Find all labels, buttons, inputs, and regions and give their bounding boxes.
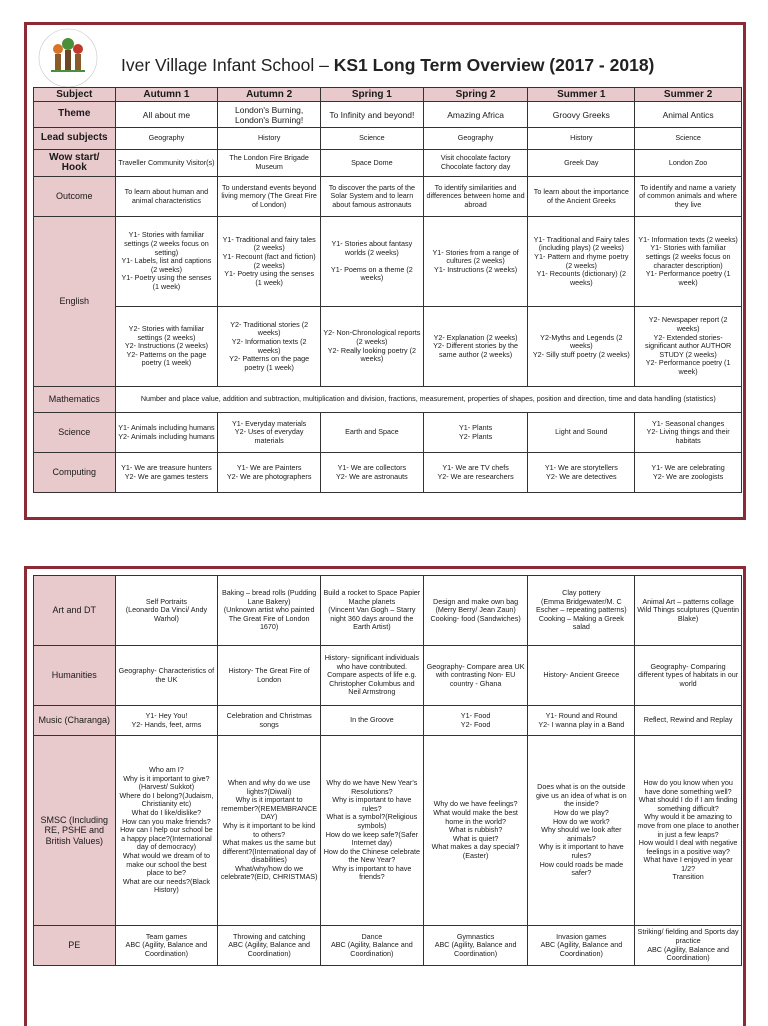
science-row bbox=[34, 413, 742, 453]
outcome-cell: To learn about human and animal characteristics bbox=[115, 177, 218, 217]
wow-cell: Traveller Community Visitor(s) bbox=[115, 150, 218, 177]
theme-cell: All about me bbox=[115, 102, 218, 128]
computing-cell: Y1- We are Painters Y2- We are photographers bbox=[218, 453, 321, 493]
computing-cell: Y1- We are TV chefs Y2- We are researchers bbox=[423, 453, 528, 493]
overview-table-page1 bbox=[33, 87, 742, 493]
outcome-cell: To discover the parts of the Solar System and to learn about famous astronauts bbox=[321, 177, 424, 217]
music-cell: Y1- Round and Round Y2- I wanna play in a Band bbox=[528, 706, 635, 736]
outcome-cell: To identify similarities and differences between home and abroad bbox=[423, 177, 528, 217]
col-summer-1: Summer 1 bbox=[528, 88, 635, 102]
pe-cell: Throwing and catching ABC (Agility, Balance and Coordination) bbox=[218, 926, 321, 966]
music-cell: In the Groove bbox=[321, 706, 424, 736]
lead-cell: Geography bbox=[115, 128, 218, 150]
header-row bbox=[34, 88, 742, 102]
school-name: Iver Village Infant School – bbox=[121, 55, 334, 75]
school-logo bbox=[37, 27, 99, 89]
col-summer-2: Summer 2 bbox=[635, 88, 742, 102]
lead-cell: Science bbox=[635, 128, 742, 150]
humanities-cell: Geography- Compare area UK with contrasting Non- EU country - Ghana bbox=[423, 646, 528, 706]
smsc-cell: Why do we have feelings? What would make the best home in the world? What is rubbish? What is quiet? What makes a day special?(Easter) bbox=[423, 736, 528, 926]
english-y2-row bbox=[34, 307, 742, 387]
art-dt-row bbox=[34, 576, 742, 646]
pe-cell: Invasion games ABC (Agility, Balance and Coordination) bbox=[528, 926, 635, 966]
lead-subjects-row bbox=[34, 128, 742, 150]
english-y2-cell: Y2- Explanation (2 weeks) Y2- Different stories by the same author (2 weeks) bbox=[423, 307, 528, 387]
humanities-cell: History- The Great Fire of London bbox=[218, 646, 321, 706]
english-y2-cell: Y2- Stories with familiar settings (2 weeks) Y2- Instructions (2 weeks) Y2- Patterns on the page poetry (1 week) bbox=[115, 307, 218, 387]
science-cell: Y1- Seasonal changes Y2- Living things and their habitats bbox=[635, 413, 742, 453]
computing-label: Computing bbox=[34, 453, 116, 493]
humanities-cell: History- Ancient Greece bbox=[528, 646, 635, 706]
outcome-label: Outcome bbox=[34, 177, 116, 217]
theme-cell: Amazing Africa bbox=[423, 102, 528, 128]
mathematics-row bbox=[34, 387, 742, 413]
art-dt-cell: Self Portraits (Leonardo Da Vinci/ Andy Warhol) bbox=[115, 576, 218, 646]
english-y1-cell: Y1- Stories about fantasy worlds (2 weeks) Y1- Poems on a theme (2 weeks) bbox=[321, 217, 424, 307]
science-cell: Y1- Animals including humans Y2- Animals including humans bbox=[115, 413, 218, 453]
col-autumn-1: Autumn 1 bbox=[115, 88, 218, 102]
theme-label: Theme bbox=[34, 102, 116, 128]
humanities-label: Humanities bbox=[34, 646, 116, 706]
outcome-cell: To learn about the importance of the Ancient Greeks bbox=[528, 177, 635, 217]
art-dt-cell: Build a rocket to Space Papier Mache planets (Vincent Van Gogh – Starry night 360 days around the Earth Artist) bbox=[321, 576, 424, 646]
outcome-row bbox=[34, 177, 742, 217]
humanities-cell: Geography- Characteristics of the UK bbox=[115, 646, 218, 706]
music-cell: Celebration and Christmas songs bbox=[218, 706, 321, 736]
science-cell: Light and Sound bbox=[528, 413, 635, 453]
col-autumn-2: Autumn 2 bbox=[218, 88, 321, 102]
english-y2-cell: Y2- Newspaper report (2 weeks) Y2- Extended stories- significant author AUTHOR STUDY (2 weeks) Y2- Performance poetry (1 week) bbox=[635, 307, 742, 387]
lead-cell: History bbox=[218, 128, 321, 150]
english-y1-cell: Y1- Traditional and Fairy tales (including plays) (2 weeks) Y1- Pattern and rhyme poetry (2 weeks) Y1- Recounts (dictionary) (2 weeks) bbox=[528, 217, 635, 307]
humanities-row bbox=[34, 646, 742, 706]
pe-cell: Striking/ fielding and Sports day practice ABC (Agility, Balance and Coordination) bbox=[635, 926, 742, 966]
wow-cell: London Zoo bbox=[635, 150, 742, 177]
smsc-cell: How do you know when you have done something well? What should I do if I am finding something difficult? Why would it be amazing to move from one place to another in just a few leaps? How would I deal with negative feelings in a positive way? What have I enjoyed in year 1/2? Transition bbox=[635, 736, 742, 926]
overview-table-page2 bbox=[33, 575, 742, 966]
humanities-cell: Geography- Comparing different types of habitats in our world bbox=[635, 646, 742, 706]
music-row bbox=[34, 706, 742, 736]
science-label: Science bbox=[34, 413, 116, 453]
english-y1-cell: Y1- Stories from a range of cultures (2 weeks) Y1- Instructions (2 weeks) bbox=[423, 217, 528, 307]
music-cell: Y1- Hey You! Y2- Hands, feet, arms bbox=[115, 706, 218, 736]
computing-row bbox=[34, 453, 742, 493]
theme-row bbox=[34, 102, 742, 128]
english-y2-cell: Y2-Myths and Legends (2 weeks) Y2- Silly stuff poetry (2 weeks) bbox=[528, 307, 635, 387]
smsc-cell: Does what is on the outside give us an idea of what is on the inside? How do we play? How do we work? Why should we look after animals? Why is it important to have rules? How could roads be made safer? bbox=[528, 736, 635, 926]
english-y2-cell: Y2- Traditional stories (2 weeks) Y2- Information texts (2 weeks) Y2- Patterns on the page poetry (1 week) bbox=[218, 307, 321, 387]
music-label: Music (Charanga) bbox=[34, 706, 116, 736]
theme-cell: To Infinity and beyond! bbox=[321, 102, 424, 128]
english-y1-cell: Y1- Traditional and fairy tales (2 weeks) Y1- Recount (fact and fiction) (2 weeks) Y1- Poetry using the senses (1 week) bbox=[218, 217, 321, 307]
document-header bbox=[27, 25, 743, 91]
art-dt-cell: Animal Art – patterns collage Wild Things sculptures (Quentin Blake) bbox=[635, 576, 742, 646]
document-title bbox=[121, 55, 654, 76]
overview-title: KS1 Long Term Overview (2017 - 2018) bbox=[333, 55, 655, 75]
theme-cell: London's Burning, London's Burning! bbox=[218, 102, 321, 128]
science-cell: Earth and Space bbox=[321, 413, 424, 453]
lead-cell: History bbox=[528, 128, 635, 150]
pe-cell: Gymnastics ABC (Agility, Balance and Coordination) bbox=[423, 926, 528, 966]
science-cell: Y1- Plants Y2- Plants bbox=[423, 413, 528, 453]
english-y1-row bbox=[34, 217, 742, 307]
theme-cell: Groovy Greeks bbox=[528, 102, 635, 128]
music-cell: Y1- Food Y2- Food bbox=[423, 706, 528, 736]
col-spring-1: Spring 1 bbox=[321, 88, 424, 102]
smsc-row bbox=[34, 736, 742, 926]
science-cell: Y1- Everyday materials Y2- Uses of everyday materials bbox=[218, 413, 321, 453]
outcome-cell: To understand events beyond living memory (The Great Fire of London) bbox=[218, 177, 321, 217]
lead-subjects-label: Lead subjects bbox=[34, 128, 116, 150]
english-y2-cell: Y2- Non-Chronological reports (2 weeks) Y2- Really looking poetry (2 weeks) bbox=[321, 307, 424, 387]
english-y1-cell: Y1- Information texts (2 weeks) Y1- Stories with familiar settings (2 weeks focus on character description) Y1- Performance poetry (1 week) bbox=[635, 217, 742, 307]
col-spring-2: Spring 2 bbox=[423, 88, 528, 102]
pe-cell: Dance ABC (Agility, Balance and Coordination) bbox=[321, 926, 424, 966]
art-dt-cell: Design and make own bag (Merry Berry/ Jean Zaun) Cooking- food (Sandwiches) bbox=[423, 576, 528, 646]
smsc-cell: When and why do we use lights?(Diwali) Why is it important to remember?(REMEMBRANCE DAY) Why is it important to be kind to others? What makes us the same but different?(International day of disabilities) What/why/how do we celebrate?(EID, CHRISTMAS) bbox=[218, 736, 321, 926]
wow-start-row bbox=[34, 150, 742, 177]
humanities-cell: History- significant individuals who have contributed. Compare aspects of life e.g. Christopher Columbus and Neil Armstrong bbox=[321, 646, 424, 706]
computing-cell: Y1- We are celebrating Y2- We are zoologists bbox=[635, 453, 742, 493]
smsc-label: SMSC (Including RE, PSHE and British Values) bbox=[34, 736, 116, 926]
art-dt-cell: Baking – bread rolls (Pudding Lane Bakery) (Unknown artist who painted The Great Fire of London 1670) bbox=[218, 576, 321, 646]
pe-label: PE bbox=[34, 926, 116, 966]
wow-cell: Space Dome bbox=[321, 150, 424, 177]
lead-cell: Science bbox=[321, 128, 424, 150]
art-dt-cell: Clay pottery (Emma Bridgewater/M. C Escher – repeating patterns) Cooking – Making a Greek salad bbox=[528, 576, 635, 646]
computing-cell: Y1- We are treasure hunters Y2- We are games testers bbox=[115, 453, 218, 493]
wow-start-label: Wow start/ Hook bbox=[34, 150, 116, 177]
music-cell: Reflect, Rewind and Replay bbox=[635, 706, 742, 736]
wow-cell: Greek Day bbox=[528, 150, 635, 177]
lead-cell: Geography bbox=[423, 128, 528, 150]
english-y1-cell: Y1- Stories with familiar settings (2 weeks focus on setting) Y1- Labels, list and captions (2 weeks) Y1- Poetry using the senses (1 week) bbox=[115, 217, 218, 307]
theme-cell: Animal Antics bbox=[635, 102, 742, 128]
mathematics-cell: Number and place value, addition and subtraction, multiplication and division, fractions, measurement, properties of shapes, position and direction, time and data handling (statistics) bbox=[115, 387, 741, 413]
smsc-cell: Who am I? Why is it important to give?(Harvest/ Sukkot) Where do I belong?(Judaism, Christianity etc) What do I like/dislike? How can you make friends? How can I help our school be a happy place?(International day of democracy) What would we dream of to make our school the best place to be? What are our needs?(Black History) bbox=[115, 736, 218, 926]
mathematics-label: Mathematics bbox=[34, 387, 116, 413]
art-dt-label: Art and DT bbox=[34, 576, 116, 646]
wow-cell: Visit chocolate factory Chocolate factory day bbox=[423, 150, 528, 177]
smsc-cell: Why do we have New Year's Resolutions? Why is important to have rules? What is a symbol?(Religious symbols) How do we keep safe?(Safer Internet day) How do the Chinese celebrate the New Year? Why is important to have friends? bbox=[321, 736, 424, 926]
pe-row bbox=[34, 926, 742, 966]
col-subject: Subject bbox=[34, 88, 116, 102]
computing-cell: Y1- We are collectors Y2- We are astronauts bbox=[321, 453, 424, 493]
overview-page-2 bbox=[24, 566, 746, 1026]
pe-cell: Team games ABC (Agility, Balance and Coordination) bbox=[115, 926, 218, 966]
english-label: English bbox=[34, 217, 116, 387]
overview-page-1 bbox=[24, 22, 746, 520]
computing-cell: Y1- We are storytellers Y2- We are detectives bbox=[528, 453, 635, 493]
wow-cell: The London Fire Brigade Museum bbox=[218, 150, 321, 177]
outcome-cell: To identify and name a variety of common animals and where they live bbox=[635, 177, 742, 217]
